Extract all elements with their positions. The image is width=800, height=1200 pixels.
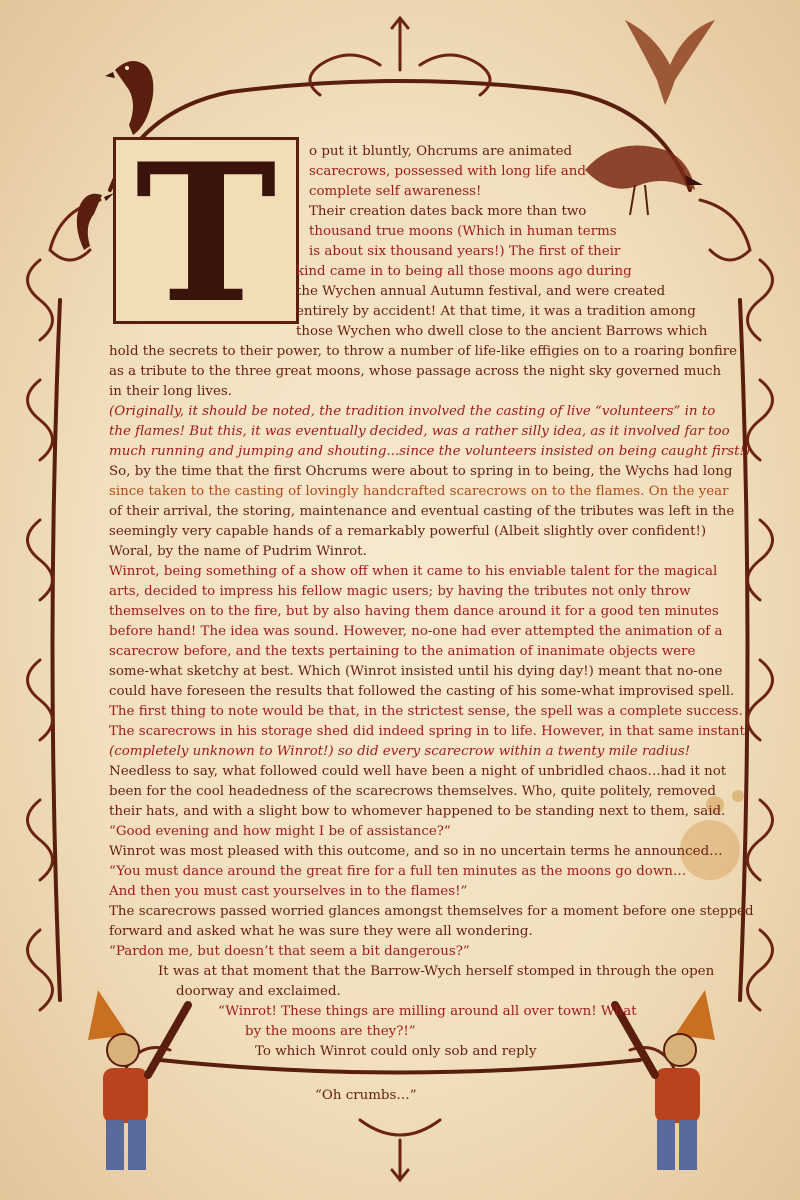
text-line: those Wychen who dwell close to the ancient Barrows which (296, 324, 708, 339)
text-line: o put it bluntly, Ohcrums are animated (309, 144, 573, 159)
text-line: their hats, and with a slight bow to whomever happened to be standing next to them, said. (109, 804, 726, 819)
text-line: Needless to say, what followed could well have been a night of unbridled chaos…had it not (109, 764, 727, 779)
text-line: entirely by accident! At that time, it was a tradition among (296, 304, 696, 319)
text-line: much running and jumping and shouting...since the volunteers insisted on being caught first!) (109, 444, 751, 459)
text-line: “Pardon me, but doesn’t that seem a bit dangerous?” (109, 944, 470, 959)
text-line: Their creation dates back more than two (309, 204, 587, 219)
text-line: And then you must cast yourselves in to the flames!” (109, 884, 468, 899)
text-line: of their arrival, the storing, maintenance and eventual casting of the tributes was left in the (109, 504, 735, 519)
text-line: as a tribute to the three great moons, whose passage across the night sky governed much (109, 364, 722, 379)
text-line: Winrot was most pleased with this outcome, and so in no uncertain terms he announced… (109, 844, 723, 859)
text-line: It was at that moment that the Barrow-Wych herself stomped in through the open (158, 964, 715, 979)
text-line: themselves on to the fire, but by also having them dance around it for a good ten minutes (109, 604, 719, 619)
text-line: the Wychen annual Autumn festival, and were created (296, 284, 666, 299)
text-line: thousand true moons (Which in human terms (309, 224, 617, 239)
text-line: To which Winrot could only sob and reply (255, 1044, 537, 1059)
text-line: is about six thousand years!) The first of their (309, 244, 621, 259)
text-line: kind came in to being all those moons ago during (296, 264, 632, 279)
text-line: been for the cool headedness of the scarecrows themselves. Who, quite politely, removed (109, 784, 716, 799)
text-line: “You must dance around the great fire for a full ten minutes as the moons go down… (109, 864, 687, 879)
text-line: before hand! The idea was sound. However, no-one had ever attempted the animation of a (109, 624, 723, 639)
text-line: forward and asked what he was sure they were all wondering. (109, 924, 533, 939)
text-line: The scarecrows in his storage shed did indeed spring in to life. However, in that same instant (109, 724, 745, 739)
text-line: “Winrot! These things are milling around all over town! What (218, 1004, 637, 1019)
text-line: The first thing to note would be that, in the strictest sense, the spell was a complete success. (109, 704, 743, 719)
text-line: So, by the time that the first Ohcrums were about to spring in to being, the Wychs had long (109, 464, 733, 479)
text-line: Winrot, being something of a show off when it came to his enviable talent for the magical (109, 564, 718, 579)
text-line: since taken to the casting of lovingly handcrafted scarecrows on to the flames. On the year (109, 484, 729, 499)
text-line-final: “Oh crumbs…” (315, 1088, 417, 1103)
text-line: could have foreseen the results that followed the casting of his some-what improvised spell. (109, 684, 735, 699)
text-line: in their long lives. (109, 384, 233, 399)
text-line: (Originally, it should be noted, the tradition involved the casting of live “volunteers” in to (109, 404, 716, 419)
text-line: by the moons are they?!” (245, 1024, 416, 1039)
drop-cap-letter: T (135, 122, 277, 345)
text-line: scarecrows, possessed with long life and (309, 164, 586, 179)
text-line: the flames! But this, it was eventually decided, was a rather silly idea, as it involved far too (109, 424, 730, 439)
text-line: some-what sketchy at best. Which (Winrot insisted until his dying day!) meant that no-one (109, 664, 723, 679)
text-line: Woral, by the name of Pudrim Winrot. (109, 544, 367, 559)
text-line: doorway and exclaimed. (176, 984, 341, 999)
text-line: “Good evening and how might I be of assistance?” (109, 824, 451, 839)
text-line: seemingly very capable hands of a remarkably powerful (Albeit slightly over confident!) (109, 524, 707, 539)
text-line: arts, decided to impress his fellow magic users; by having the tributes not only throw (109, 584, 691, 599)
text-line: (completely unknown to Winrot!) so did every scarecrow within a twenty mile radius! (109, 744, 691, 759)
text-line: complete self awareness! (309, 184, 482, 199)
text-line: scarecrow before, and the texts pertaining to the animation of inanimate objects were (109, 644, 696, 659)
text-line: The scarecrows passed worried glances amongst themselves for a moment before one stepped (109, 904, 754, 919)
text-line: hold the secrets to their power, to throw a number of life-like effigies on to a roaring bonfire (109, 344, 738, 359)
